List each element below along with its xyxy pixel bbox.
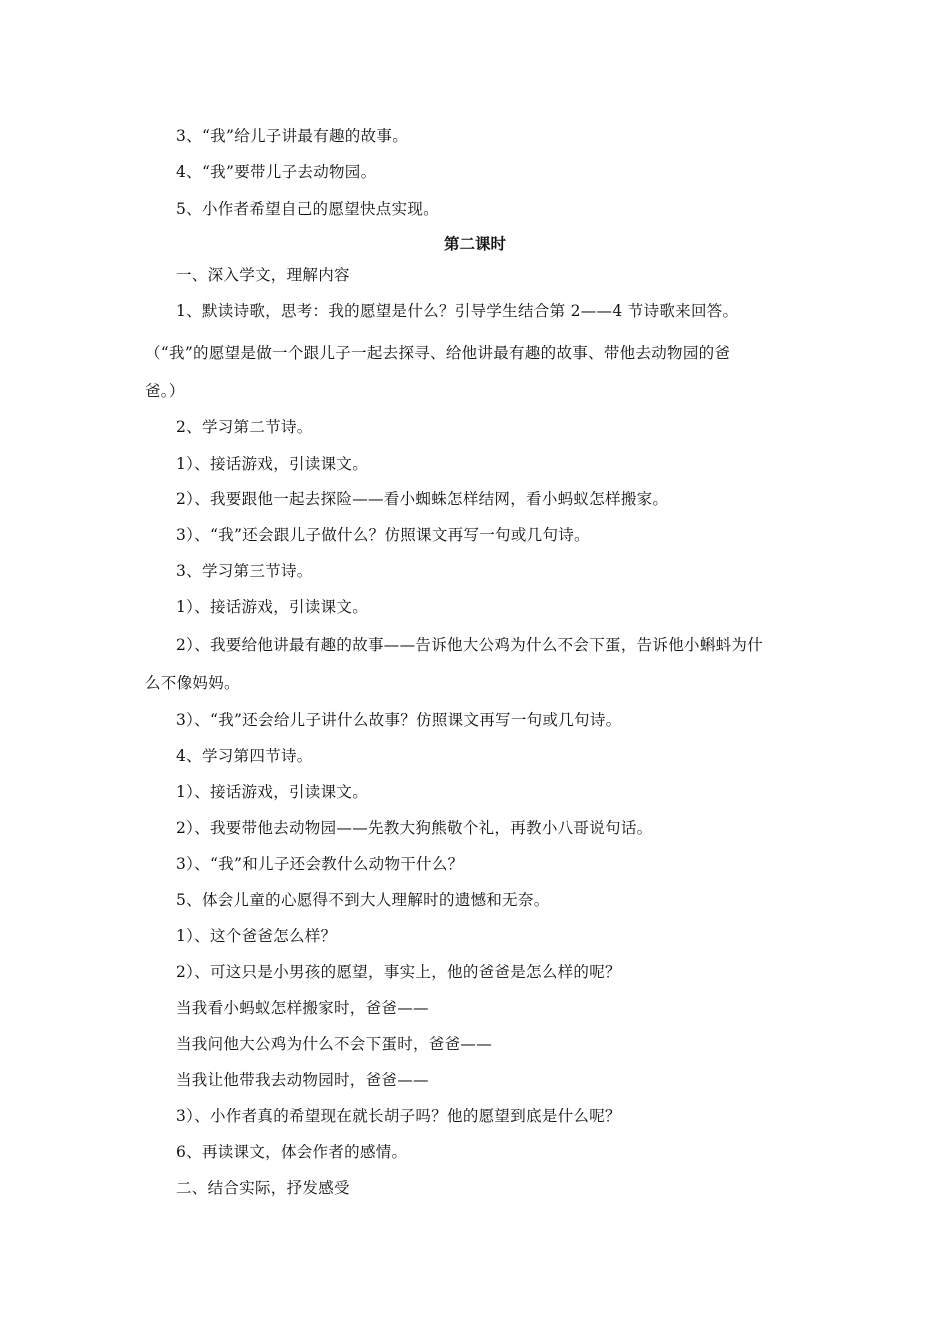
paragraph-line: 么不像妈妈。	[145, 674, 240, 692]
list-item: 2）、我要跟他一起去探险——看小蜘蛛怎样结网，看小蚂蚁怎样搬家。	[176, 490, 669, 508]
subsection-title: 6、再读课文，体会作者的感情。	[176, 1143, 408, 1161]
list-item: 2）、可这只是小男孩的愿望，事实上，他的爸爸是怎么样的呢？	[176, 963, 621, 981]
subsection-title: 2、学习第二节诗。	[176, 418, 313, 436]
list-item: 4、“我”要带儿子去动物园。	[176, 163, 377, 181]
paragraph-line: 1、默读诗歌，思考：我的愿望是什么？引导学生结合第 2——4 节诗歌来回答。	[176, 302, 739, 320]
paragraph-line: 爸。）	[145, 382, 185, 400]
subsection-title: 5、体会儿童的心愿得不到大人理解时的遗憾和无奈。	[176, 891, 550, 909]
list-item: 2）、我要带他去动物园——先教大狗熊敬个礼，再教小八哥说句话。	[176, 819, 653, 837]
section-title: 二、结合实际，抒发感受	[176, 1179, 350, 1197]
list-item: 1）、这个爸爸怎么样？	[176, 927, 337, 945]
list-item: 3、“我”给儿子讲最有趣的故事。	[176, 127, 409, 145]
list-item: 当我看小蚂蚁怎样搬家时，爸爸——	[176, 999, 429, 1017]
list-item: 3）、“我”和儿子还会教什么动物干什么？	[176, 855, 464, 873]
subsection-title: 4、学习第四节诗。	[176, 747, 313, 765]
list-item: 1）、接话游戏，引读课文。	[176, 455, 369, 473]
list-item: 3）、“我”还会跟儿子做什么？仿照课文再写一句或几句诗。	[176, 526, 590, 544]
list-item: 5、小作者希望自己的愿望快点实现。	[176, 200, 439, 218]
subsection-title: 3、学习第三节诗。	[176, 562, 313, 580]
paragraph-line: 2）、我要给他讲最有趣的故事——告诉他大公鸡为什么不会下蛋，告诉他小蝌蚪为什	[176, 636, 764, 654]
lesson-title: 第二课时	[443, 235, 506, 253]
list-item: 1）、接话游戏，引读课文。	[176, 598, 369, 616]
section-title: 一、深入学文，理解内容	[176, 266, 350, 284]
list-item: 1）、接话游戏，引读课文。	[176, 783, 369, 801]
paragraph-line: （“我”的愿望是做一个跟儿子一起去探寻、给他讲最有趣的故事、带他去动物园的爸	[145, 344, 731, 362]
list-item: 3）、小作者真的希望现在就长胡子吗？他的愿望到底是什么呢？	[176, 1107, 621, 1125]
list-item: 3）、“我”还会给儿子讲什么故事？仿照课文再写一句或几句诗。	[176, 711, 622, 729]
list-item: 当我让他带我去动物园时，爸爸——	[176, 1071, 429, 1089]
list-item: 当我问他大公鸡为什么不会下蛋时，爸爸——	[176, 1035, 493, 1053]
